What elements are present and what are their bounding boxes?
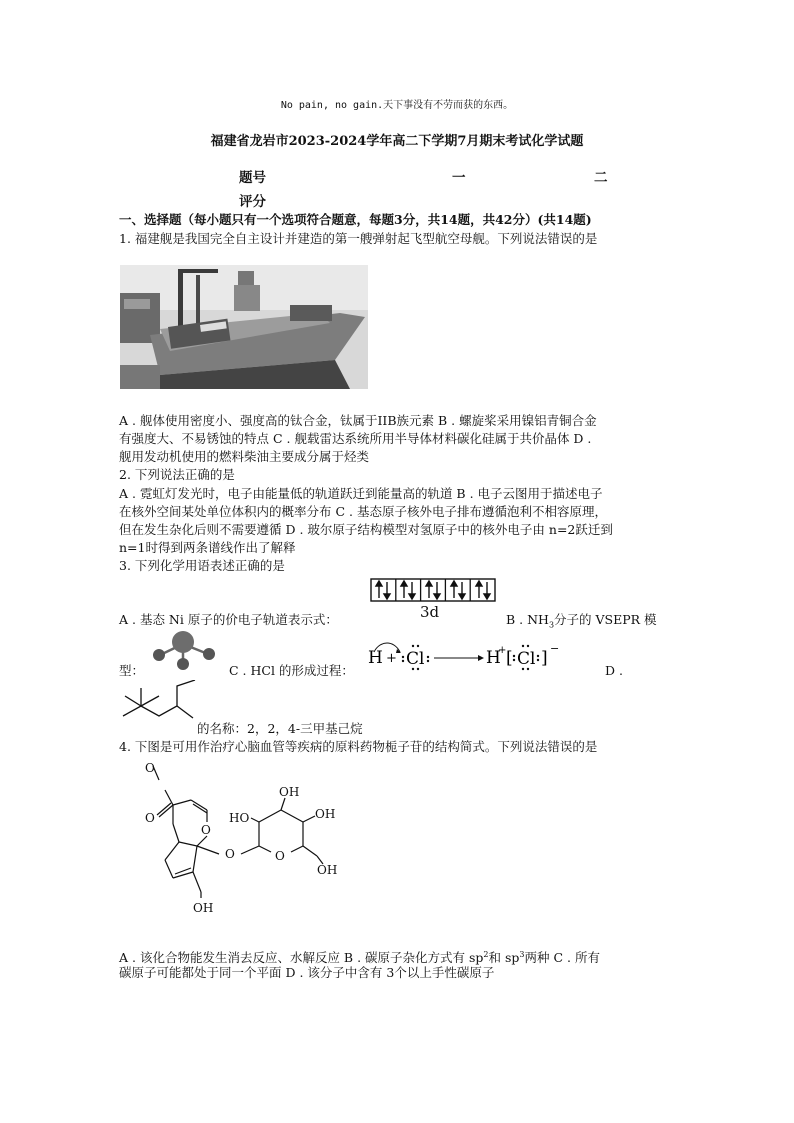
- score-row-label-score: 评分: [239, 194, 266, 210]
- score-row-label-number: 题号: [239, 170, 266, 186]
- ester-methoxy-o: O: [145, 761, 155, 775]
- lewis-charge-plus: +: [498, 645, 507, 656]
- sugar-ring-oxygen-label: O: [275, 849, 285, 863]
- q2-line3: 但在发生杂化后则不需要遵循 D . 玻尔原子结构模型对氢原子中的核外电子由 n=2跃迁到: [119, 522, 613, 537]
- q3-option-d: D .: [605, 663, 623, 678]
- hcl-formation-diagram: [366, 638, 566, 680]
- q1-stem: 1. 福建舰是我国完全自主设计并建造的第一艘弹射起飞型航空母舰。下列说法错误的是: [119, 231, 598, 246]
- exam-title: 福建省龙岩市2023-2024学年高二下学期7月期末考试化学试题: [210, 134, 584, 149]
- q3-option-c: C . HCl 的形成过程：: [229, 663, 354, 678]
- q3-stem: 3. 下列化学用语表述正确的是: [119, 558, 285, 573]
- oh-label-5: OH: [317, 863, 338, 877]
- score-col-2: 二: [594, 170, 608, 186]
- aircraft-carrier-photo: [120, 265, 368, 389]
- q4-options-line2: 碳原子可能都处于同一个平面 D . 该分子中含有 3个以上手性碳原子: [119, 965, 495, 980]
- q2-line4: n=1时得到两条谱线作出了解释: [119, 540, 296, 555]
- glycosidic-o-label: O: [225, 847, 235, 861]
- lewis-plus: +: [386, 651, 397, 666]
- header-motto: No pain, no gain.天下事没有不劳而获的东西。: [280, 100, 514, 111]
- lewis-cl-2: Cl: [517, 649, 536, 669]
- q1-options-line1: A . 舰体使用密度小、强度高的钛合金，钛属于IIB族元素 B . 螺旋桨采用镍铝青铜合金: [119, 413, 597, 428]
- q1-options-line2: 有强度大、不易锈蚀的特点 C . 舰载雷达系统所用半导体材料碳化硅属于共价晶体 D .: [119, 431, 592, 446]
- nh3-vsepr-model: [150, 628, 220, 676]
- lewis-charge-minus: −: [550, 642, 560, 655]
- q4-options-line1: A . 该化合物能发生消去反应、水解反应 B . 碳原子杂化方式有 $sp^2$和 $sp^3$两种 C . 所有: [119, 950, 600, 966]
- oh-label-3: OH: [279, 785, 300, 799]
- lewis-cl: Cl: [406, 649, 425, 669]
- ring-oxygen-label: O: [201, 823, 211, 837]
- q2-line1: A . 霓虹灯发光时，电子由能量低的轨道跃迁到能量高的轨道 B . 电子云图用于描述电子: [119, 486, 603, 501]
- oh-label-4: OH: [315, 807, 336, 821]
- oh-label-2: HO: [229, 811, 250, 825]
- lewis-hplus: H: [486, 648, 501, 668]
- q4-stem: 4. 下图是可用作治疗心脑血管等疾病的原料药物栀子苷的结构简式。下列说法错误的是: [119, 739, 598, 754]
- score-col-1: 一: [452, 170, 466, 186]
- geniposide-structure: [135, 760, 365, 924]
- q1-options-line3: 舰用发动机使用的燃料柴油主要成分属于烃类: [119, 449, 370, 464]
- orbital-label: 3d: [420, 603, 440, 621]
- q3-option-b: B . $NH_3$分子的 VSEPR 模: [506, 612, 657, 630]
- q2-line2: 在核外空间某处单位体积内的概率分布 C . 基态原子核外电子排布遵循泡利不相容原理，: [119, 504, 607, 519]
- q2-stem: 2. 下列说法正确的是: [119, 467, 235, 482]
- lewis-bracket-close: ]: [541, 648, 548, 668]
- oh-label-1: OH: [193, 901, 214, 915]
- lewis-h: H: [368, 648, 383, 668]
- q3-option-a: A . 基态 Ni 原子的价电子轨道表示式：: [119, 612, 338, 627]
- skeletal-formula-hexane: [121, 680, 197, 728]
- q3-option-b-cont: 型：: [119, 663, 145, 678]
- q3-option-d-text: 的名称：2，2，4-三甲基己烷: [197, 721, 363, 736]
- ester-carbonyl-o: O: [145, 811, 155, 825]
- section-heading: 一、选择题（每小题只有一个选项符合题意，每题3分，共14题，共42分）(共14题): [119, 212, 592, 227]
- lewis-bracket-open: [: [506, 648, 513, 668]
